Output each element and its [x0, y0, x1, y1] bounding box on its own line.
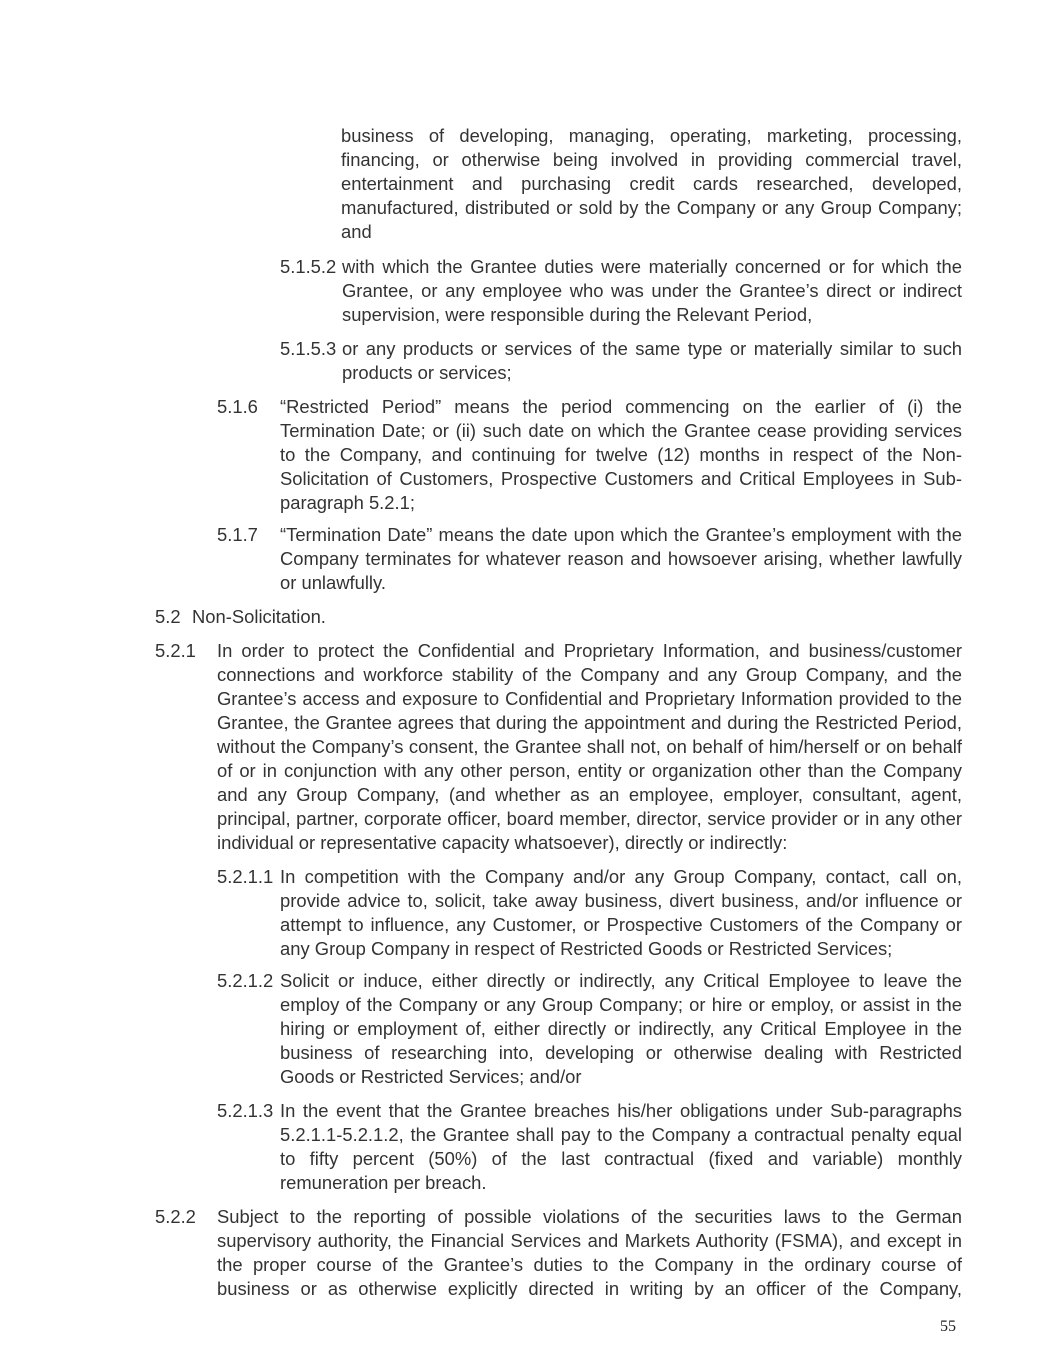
clause-number: 5.2.1.2	[217, 970, 274, 991]
clause-text: “Restricted Period” means the period commencing on the earlier of (i) the Termination Date; or (ii) such date on which the Grantee cease providing services to the Company, and continuing for twelve (12) months in respect of the Non-Solicitation of Customers, Prospective Customers and Critical Employees in Sub-paragraph 5.2.1;	[280, 396, 962, 513]
clause-text: Solicit or induce, either directly or indirectly, any Critical Employee to leave the employ of the Company or any Group Company; or hire or employ, or assist in the hiring or employment of, either directly or indirectly, any Critical Employee in the business of researching into, developing or otherwise dealing with Restricted Goods or Restricted Services; and/or	[280, 970, 962, 1087]
clause-number: 5.1.7	[217, 524, 258, 545]
clause-number: 5.2.1.3	[217, 1100, 274, 1121]
clause-number: 5.2.1	[155, 640, 196, 661]
clause-number: 5.1.5.2	[280, 256, 337, 277]
clause-number: 5.1.5.3	[280, 338, 337, 359]
clause-number: 5.2.1.1	[217, 866, 274, 887]
clause-text: In the event that the Grantee breaches his/her obligations under Sub-paragraphs 5.2.1.1-5.2.1.2, the Grantee shall pay to the Company a contractual penalty equal to fifty percent (50%) of the last contractual (fixed and variable) monthly remuneration per breach.	[280, 1100, 962, 1193]
clause-text: “Termination Date” means the date upon which the Grantee’s employment with the Company terminates for whatever reason and howsoever arising, whether lawfully or unlawfully.	[280, 524, 962, 593]
clause-text: with which the Grantee duties were materially concerned or for which the Grantee, or any employee who was under the Grantee’s direct or indirect supervision, were responsible during the Relevant Period,	[342, 256, 962, 325]
continuation-paragraph: business of developing, managing, operating, marketing, processing, financing, or otherwise being involved in providing commercial travel, entertainment and purchasing credit cards researched, developed, manufactured, distributed or sold by the Company or any Group Company; and	[341, 125, 962, 242]
clause-text: In competition with the Company and/or any Group Company, contact, call on, provide advice to, solicit, take away business, divert business, and/or influence or attempt to influence, any Customer, or Prospective Customers of the Company or any Group Company in respect of Restricted Goods or Restricted Services;	[280, 866, 962, 959]
section-heading: Non-Solicitation.	[192, 606, 326, 627]
clause-number: 5.1.6	[217, 396, 258, 417]
section-number: 5.2	[155, 606, 181, 627]
clause-text: In order to protect the Confidential and Proprietary Information, and business/customer connections and workforce stability of the Company and any Group Company, and the Grantee’s access and exposure to Confidential and Proprietary Information provided to the Grantee, the Grantee agrees that during the appointment and during the Restricted Period, without the Company’s consent, the Grantee shall not, on behalf of him/herself or on behalf of or in conjunction with any other person, entity or organization other than the Company and any Group Company, (and whether as an employee, employer, consultant, agent, principal, partner, corporate officer, board member, director, service provider or in any other individual or representative capacity whatsoever), directly or indirectly:	[217, 640, 962, 853]
page-number: 55	[940, 1318, 956, 1335]
clause-text: or any products or services of the same type or materially similar to such products or services;	[342, 338, 962, 383]
clause-text: Subject to the reporting of possible violations of the securities laws to the German supervisory authority, the Financial Services and Markets Authority (FSMA), and except in the proper course of the Grantee’s duties to the Company in the ordinary course of business or as otherwise explicitly directed in writing by an officer of the Company,	[217, 1206, 962, 1299]
clause-number: 5.2.2	[155, 1206, 196, 1227]
